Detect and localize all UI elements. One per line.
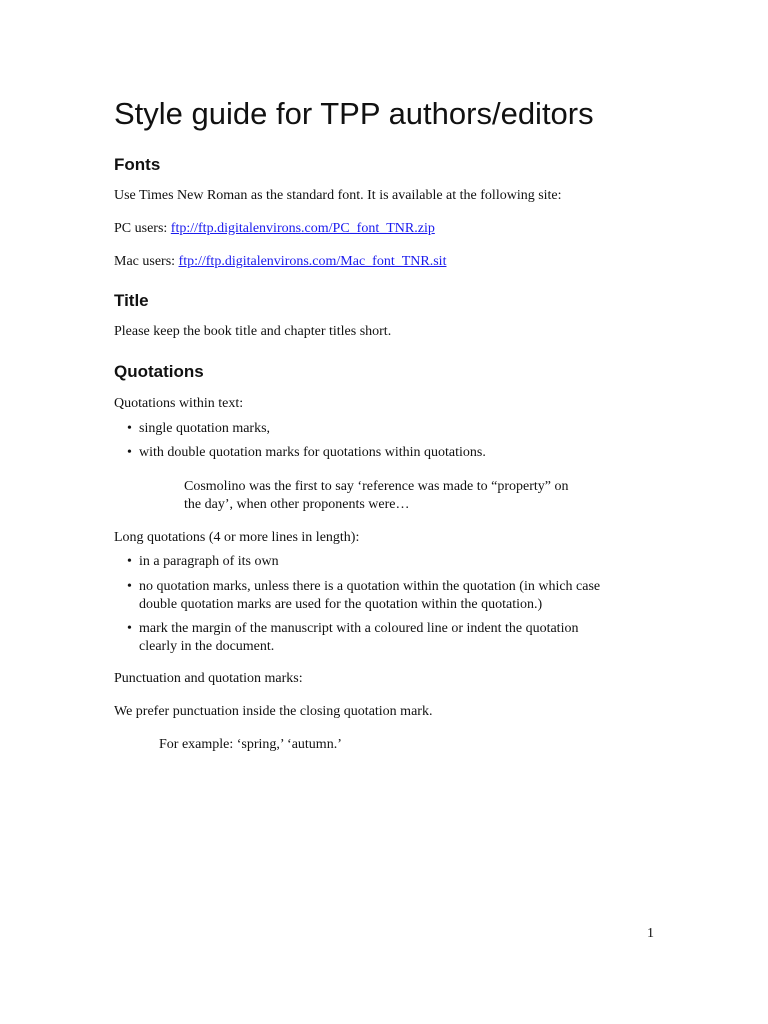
bullet-icon: • <box>127 445 132 460</box>
punctuation-example: For example: ‘spring,’ ‘autumn.’ <box>159 737 342 752</box>
fonts-heading: Fonts <box>114 155 161 174</box>
example-block-quote <box>184 478 569 514</box>
long-quotations-list <box>126 553 600 656</box>
pc-users-line <box>114 220 435 238</box>
list-item-text: single quotation marks, <box>139 421 271 436</box>
page-number: 1 <box>647 926 654 941</box>
bullet-icon: • <box>127 621 132 636</box>
list-item <box>126 620 600 656</box>
list-item-text: in a paragraph of its own <box>139 554 279 569</box>
title-guidance: Please keep the book title and chapter titles short. <box>114 324 392 339</box>
pc-font-link[interactable]: ftp://ftp.digitalenvirons.com/PC_font_TNR.zip <box>170 221 435 236</box>
list-item <box>126 578 600 614</box>
page-title: Style guide for TPP authors/editors <box>114 96 594 131</box>
list-item <box>126 420 486 438</box>
list-item-text: clearly in the document. <box>139 639 275 654</box>
bullet-icon: • <box>127 554 132 569</box>
mac-users-line <box>114 253 446 271</box>
pc-users-label: PC users: <box>114 221 171 236</box>
list-item <box>126 553 600 571</box>
example-quote-line: Cosmolino was the first to say ‘reference was made to “property” on <box>184 479 569 494</box>
example-quote-line: the day’, when other proponents were… <box>184 497 410 512</box>
mac-font-link[interactable]: ftp://ftp.digitalenvirons.com/Mac_font_TNR.sit <box>178 254 447 269</box>
list-item-text: with double quotation marks for quotations within quotations. <box>139 445 486 460</box>
punctuation-text: We prefer punctuation inside the closing quotation mark. <box>114 704 433 719</box>
quotations-within-text-label: Quotations within text: <box>114 396 244 411</box>
list-item-text: mark the margin of the manuscript with a coloured line or indent the quotation <box>139 621 579 636</box>
quotations-within-text-list <box>126 420 486 462</box>
fonts-intro: Use Times New Roman as the standard font. It is available at the following site: <box>114 188 562 203</box>
long-quotations-label: Long quotations (4 or more lines in length): <box>114 530 360 545</box>
bullet-icon: • <box>127 579 132 594</box>
bullet-icon: • <box>127 421 132 436</box>
punctuation-label: Punctuation and quotation marks: <box>114 671 303 686</box>
quotations-heading: Quotations <box>114 362 204 381</box>
mac-users-label: Mac users: <box>114 254 179 269</box>
list-item-text: no quotation marks, unless there is a quotation within the quotation (in which case <box>139 579 601 594</box>
list-item-text: double quotation marks are used for the quotation within the quotation.) <box>139 597 543 612</box>
title-heading: Title <box>114 291 149 310</box>
list-item <box>126 444 486 462</box>
